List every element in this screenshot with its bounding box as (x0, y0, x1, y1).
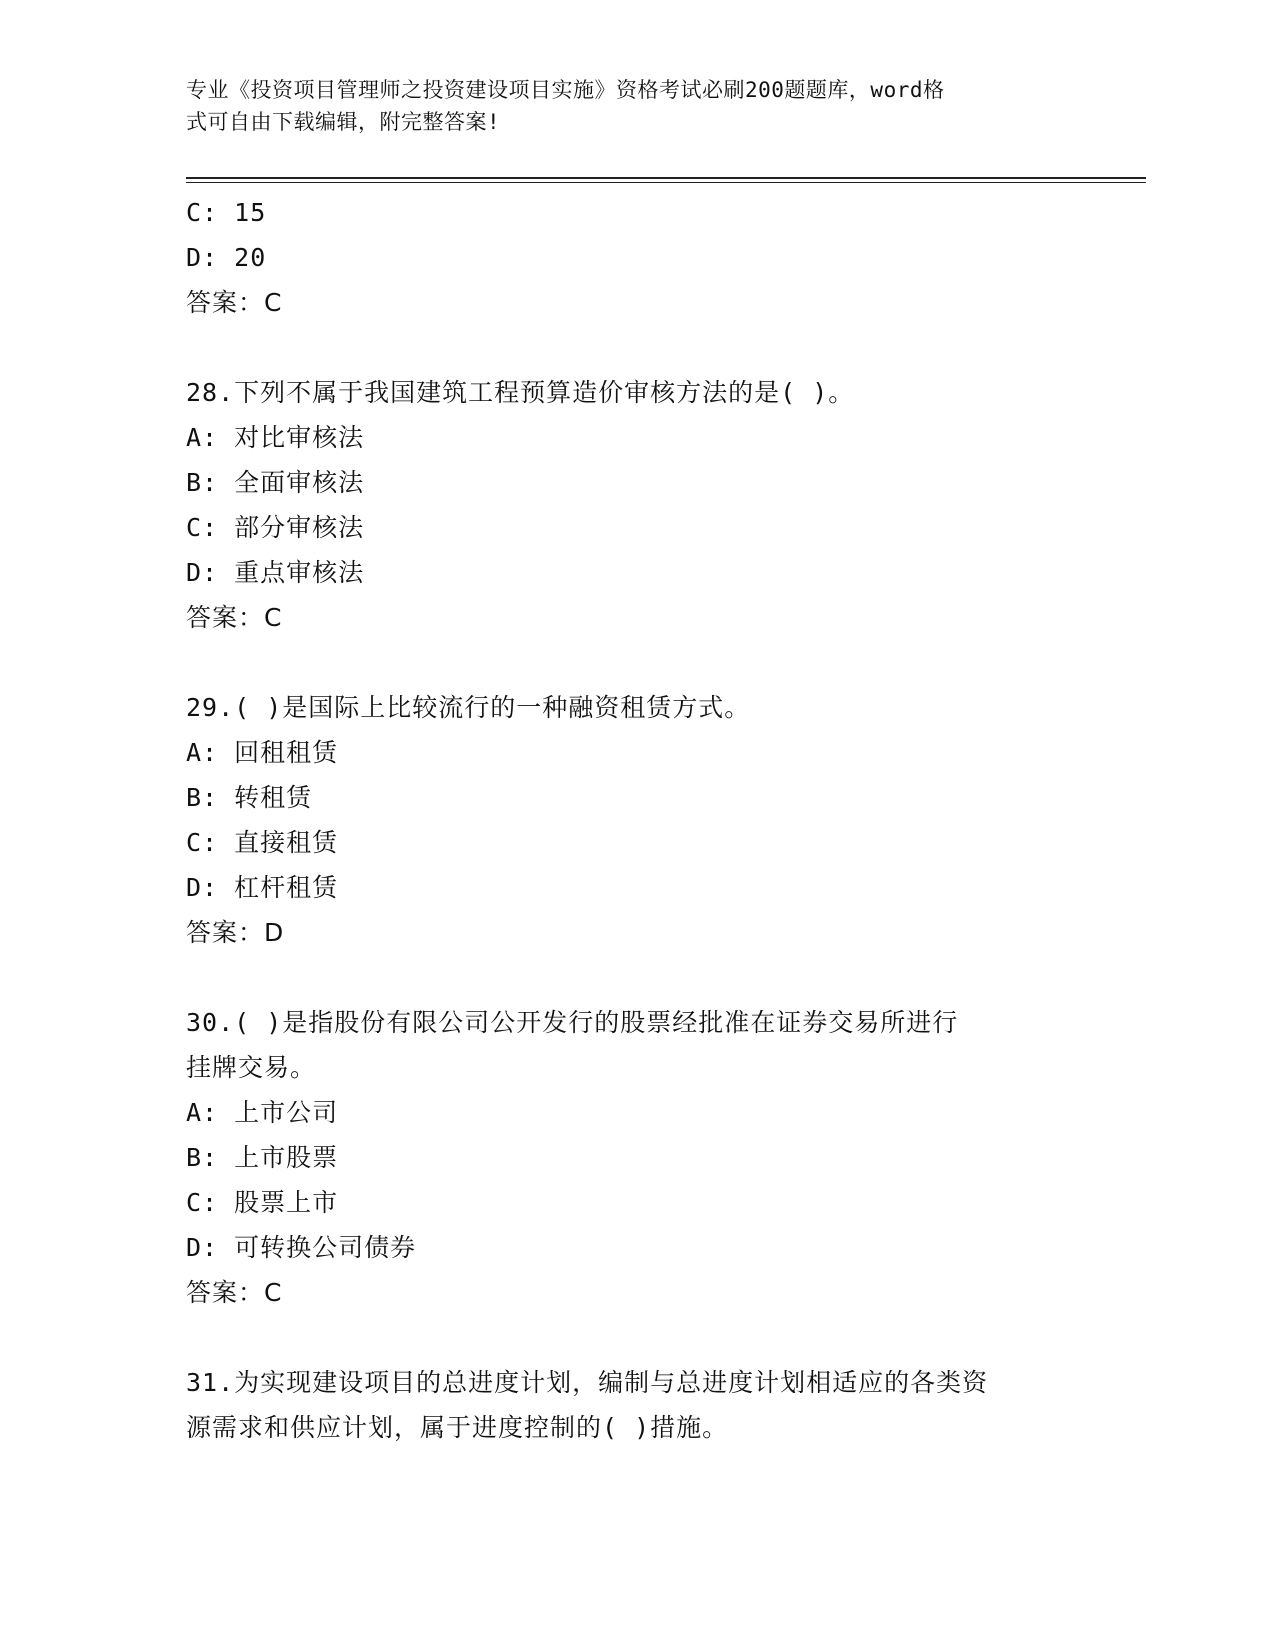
question-text-line-1: 31.为实现建设项目的总进度计划，编制与总进度计划相适应的各类资 (186, 1368, 989, 1397)
option-c: C: 直接租赁 (186, 828, 339, 857)
spacer (186, 956, 1086, 1000)
answer-line: 答案：C (186, 1278, 283, 1307)
option-c: C: 15 (186, 198, 267, 227)
header-rule-thick (186, 177, 1146, 179)
option-a: A: 上市公司 (186, 1098, 339, 1127)
option-a: A: 回租租赁 (186, 738, 339, 767)
question-27-tail (186, 190, 1086, 326)
header-line-2: 式可自由下载编辑，附完整答案! (186, 110, 501, 134)
answer-line: 答案：C (186, 288, 283, 317)
header-rule-thin (186, 182, 1146, 183)
option-d: D: 20 (186, 243, 267, 272)
spacer (186, 326, 1086, 370)
question-list (186, 190, 1086, 1450)
option-b: B: 转租赁 (186, 783, 313, 812)
option-c: C: 部分审核法 (186, 513, 365, 542)
question-text-line-1: 30.( )是指股份有限公司公开发行的股票经批准在证券交易所进行 (186, 1008, 959, 1037)
spacer (186, 641, 1086, 685)
question-29 (186, 685, 1086, 956)
question-text: 28.下列不属于我国建筑工程预算造价审核方法的是( )。 (186, 378, 855, 407)
question-text-line-2: 挂牌交易。 (186, 1053, 317, 1082)
question-28 (186, 370, 1086, 641)
option-d: D: 重点审核法 (186, 558, 365, 587)
question-30 (186, 1000, 1086, 1316)
page-header (186, 74, 1066, 138)
question-text-line-2: 源需求和供应计划，属于进度控制的( )措施。 (186, 1413, 729, 1442)
spacer (186, 1316, 1086, 1360)
option-d: D: 可转换公司债券 (186, 1233, 417, 1262)
answer-line: 答案：D (186, 918, 285, 947)
option-b: B: 上市股票 (186, 1143, 339, 1172)
option-b: B: 全面审核法 (186, 468, 365, 497)
option-d: D: 杠杆租赁 (186, 873, 339, 902)
option-a: A: 对比审核法 (186, 423, 365, 452)
answer-line: 答案：C (186, 603, 283, 632)
question-text: 29.( )是国际上比较流行的一种融资租赁方式。 (186, 693, 751, 722)
header-line-1: 专业《投资项目管理师之投资建设项目实施》资格考试必刷200题题库，word格 (186, 78, 945, 102)
option-c: C: 股票上市 (186, 1188, 339, 1217)
question-31 (186, 1360, 1086, 1450)
